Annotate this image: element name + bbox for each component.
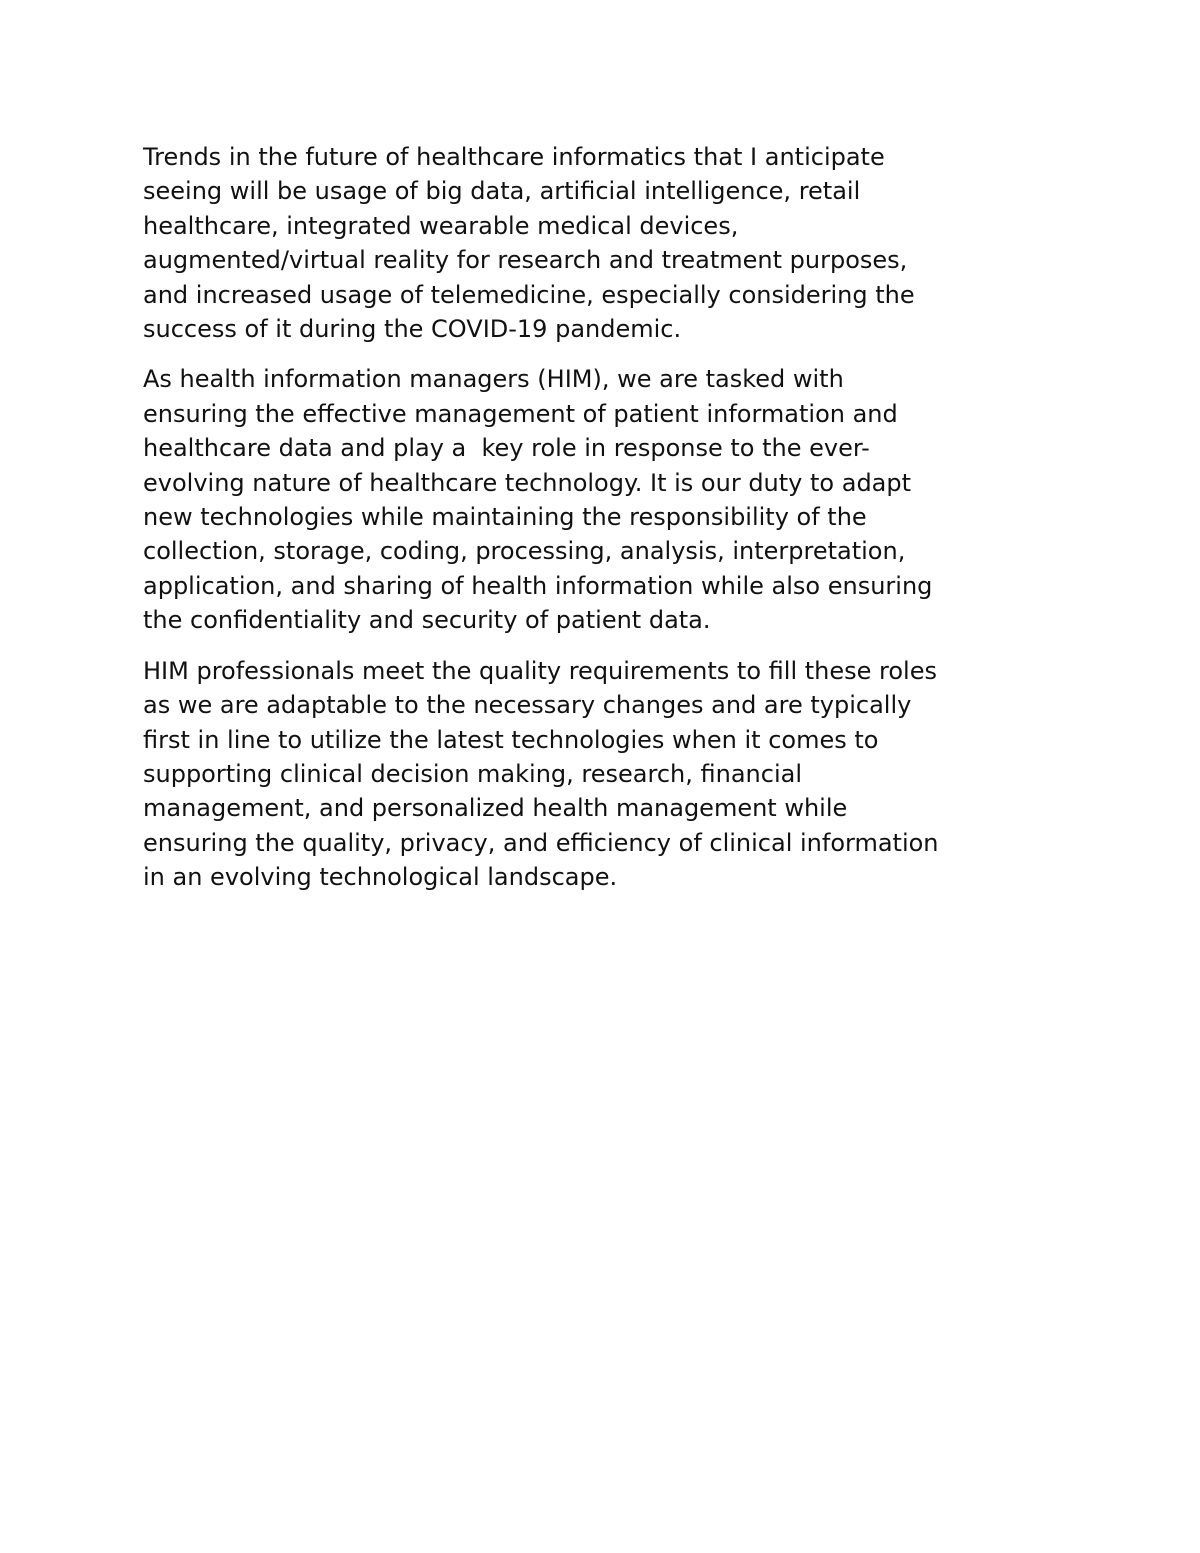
text-line: management, and personalized health management while [143,794,848,823]
text-line: ensuring the effective management of patient information and [143,399,898,428]
text-line: ensuring the quality, privacy, and efficiency of clinical information [143,828,939,857]
document-body [143,140,1073,911]
text-line: healthcare data and play a key role in response to the ever- [143,434,870,463]
text-line: seeing will be usage of big data, artificial intelligence, retail [143,177,861,206]
text-line: first in line to utilize the latest technologies when it comes to [143,725,879,754]
text-line: healthcare, integrated wearable medical devices, [143,211,739,240]
text-line: HIM professionals meet the quality requirements to fill these roles [143,656,937,685]
text-line: application, and sharing of health information while also ensuring [143,571,933,600]
text-line: augmented/virtual reality for research and treatment purposes, [143,246,908,275]
text-line: as we are adaptable to the necessary changes and are typically [143,691,912,720]
text-line: Trends in the future of healthcare informatics that I anticipate [143,143,885,171]
text-line: collection, storage, coding, processing, analysis, interpretation, [143,537,906,566]
paragraph-him-role [143,362,1073,637]
text-line: new technologies while maintaining the responsibility of the [143,503,867,532]
text-line: success of it during the COVID-19 pandemic. [143,315,682,344]
paragraph-healthcare-trends [143,140,1073,346]
paragraph-him-professionals [143,654,1073,895]
text-line: and increased usage of telemedicine, especially considering the [143,280,915,309]
text-line: As health information managers (HIM), we are tasked with [143,365,844,394]
text-line: in an evolving technological landscape. [143,863,618,892]
text-line: supporting clinical decision making, research, financial [143,759,802,788]
text-line: evolving nature of healthcare technology. It is our duty to adapt [143,468,912,497]
text-line: the confidentiality and security of patient data. [143,606,711,635]
